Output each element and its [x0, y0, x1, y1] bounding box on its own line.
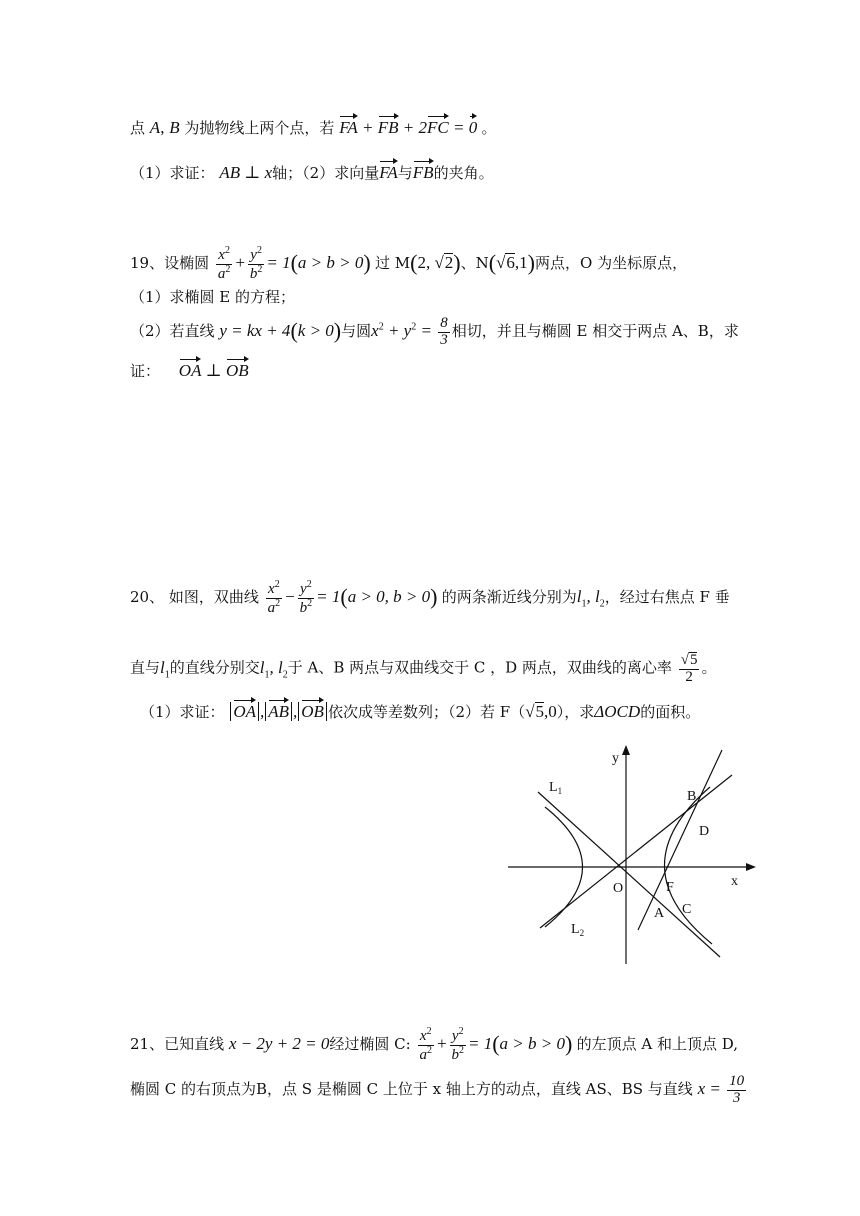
- p18-line-2: （1）求证： AB ⊥ x轴；（2）求向量FA与FB的夹角。: [130, 163, 494, 182]
- label-d: D: [699, 824, 710, 839]
- p19-line-3: （2）若直线 y = kx + 4(k > 0)与圆$x^2 + y^2$ = $\frac{8}{3}$ 相切，并且与椭圆 E 相交于两点 A、B，求: [130, 315, 739, 348]
- math-abs-vectors: OA , AB , OB: [229, 702, 328, 721]
- p18-text: 为抛物线上两个点，若: [184, 119, 335, 137]
- p21-line-1: 21、已知直线 x − 2y + 2 = 0经过椭圆 C: $\frac{x^2}{a^2}$ + $\frac{y^2}{b^2}$ = 1(a > b > 0) 的左顶点 A 和上顶点 D,: [130, 1026, 738, 1063]
- p20-line-3: （1）求证： OA , AB , OB 依次成等差数列；（2）若 F（√5,0），求ΔOCD的面积。: [140, 702, 701, 721]
- math-ellipse-eq: $\frac{x^2}{a^2}$ + $\frac{y^2}{b^2}$ = 1(a > b > 0): [217, 245, 371, 282]
- label-f: F: [666, 880, 674, 895]
- p19-line-4: 证： OA ⊥ OB: [130, 361, 249, 380]
- math-ab-perp: AB ⊥ x: [219, 163, 273, 182]
- math-l1: $l_1$: [160, 657, 170, 681]
- p20-line-1: 20、 如图，双曲线 $\frac{x^2}{a^2}$ − $\frac{y^2}{b^2}$ = 1(a > 0, b > 0) 的两条渐近线分别为$l_1$, $l_2$，经过右焦点 F 垂: [130, 579, 730, 616]
- label-l2: $L_2$: [571, 922, 585, 938]
- label-origin: O: [613, 881, 624, 896]
- math-l1-l2-b: $l_1$, $l_2$: [259, 657, 288, 681]
- math-point-f: √5,0: [525, 702, 557, 721]
- label-b: B: [687, 789, 697, 804]
- label-x: x: [731, 874, 738, 889]
- math-line-21: x − 2y + 2 = 0: [228, 1034, 330, 1054]
- p18-text: （1）求证：: [130, 164, 215, 182]
- label-a: A: [654, 906, 665, 921]
- math-x-equals: x = $\frac{10}{3}$: [697, 1073, 745, 1106]
- math-point-m: (2, √2): [410, 250, 461, 276]
- math-eccentricity: $\frac{√5}{2}$: [680, 652, 698, 685]
- label-c: C: [682, 902, 692, 917]
- x-axis-arrow: [746, 863, 756, 871]
- label-y: y: [612, 751, 619, 766]
- math-vec-fa: FA: [379, 163, 398, 182]
- y-axis-arrow: [622, 745, 630, 755]
- math-l1-l2: $l_1$, $l_2$: [576, 587, 605, 610]
- math-point-n: (√6,1): [488, 250, 535, 276]
- math-triangle-ocd: ΔOCD: [594, 702, 641, 721]
- math-ellipse-c: $\frac{x^2}{a^2}$ + $\frac{y^2}{b^2}$ = 1(a > b > 0): [419, 1026, 573, 1063]
- hyperbola-figure: [500, 742, 770, 972]
- math-line-eq: y = kx + 4(k > 0): [219, 318, 342, 344]
- asymptote-l2: [540, 775, 732, 928]
- p21-line-2: 椭圆 C 的右顶点为B，点 S 是椭圆 C 上位于 x 轴上方的动点，直线 AS、BS 与直线 x = $\frac{10}{3}$: [130, 1074, 748, 1107]
- p18-text: 点: [130, 119, 146, 137]
- math-circle-eq: $x^2 + y^2$ = $\frac{8}{3}$: [371, 315, 448, 348]
- math-hyperbola-eq: $\frac{x^2}{a^2}$ − $\frac{y^2}{b^2}$ = 1(a > 0, b > 0): [267, 579, 438, 616]
- p18-line-1: 点 A, B 为抛物线上两个点，若 FA + FB + 2FC = 0 。: [130, 118, 497, 137]
- math-oa-perp-ob: OA ⊥ OB: [178, 361, 249, 380]
- p19-line-2: （1）求椭圆 E 的方程；: [130, 288, 296, 306]
- math-vector-equation: FA + FB + 2FC = 0: [339, 118, 478, 137]
- label-l1: $L_1$: [549, 780, 563, 796]
- math-points-ab: A: [149, 118, 161, 137]
- p20-line-2: 直与$l_1$的直线分别交$l_1$, $l_2$于 A、B 两点与双曲线交于 C ，D 两点，双曲线的离心率 $\frac{√5}{2}$ 。: [130, 652, 717, 685]
- p19-line-1: 19、设椭圆 $\frac{x^2}{a^2}$ + $\frac{y^2}{b^2}$ = 1(a > b > 0) 过 M(2, √2)、N(√6,1)两点，O 为坐标原点，: [130, 245, 688, 282]
- asymptote-l1: [538, 792, 720, 957]
- math-vec-fb: FB: [412, 163, 434, 182]
